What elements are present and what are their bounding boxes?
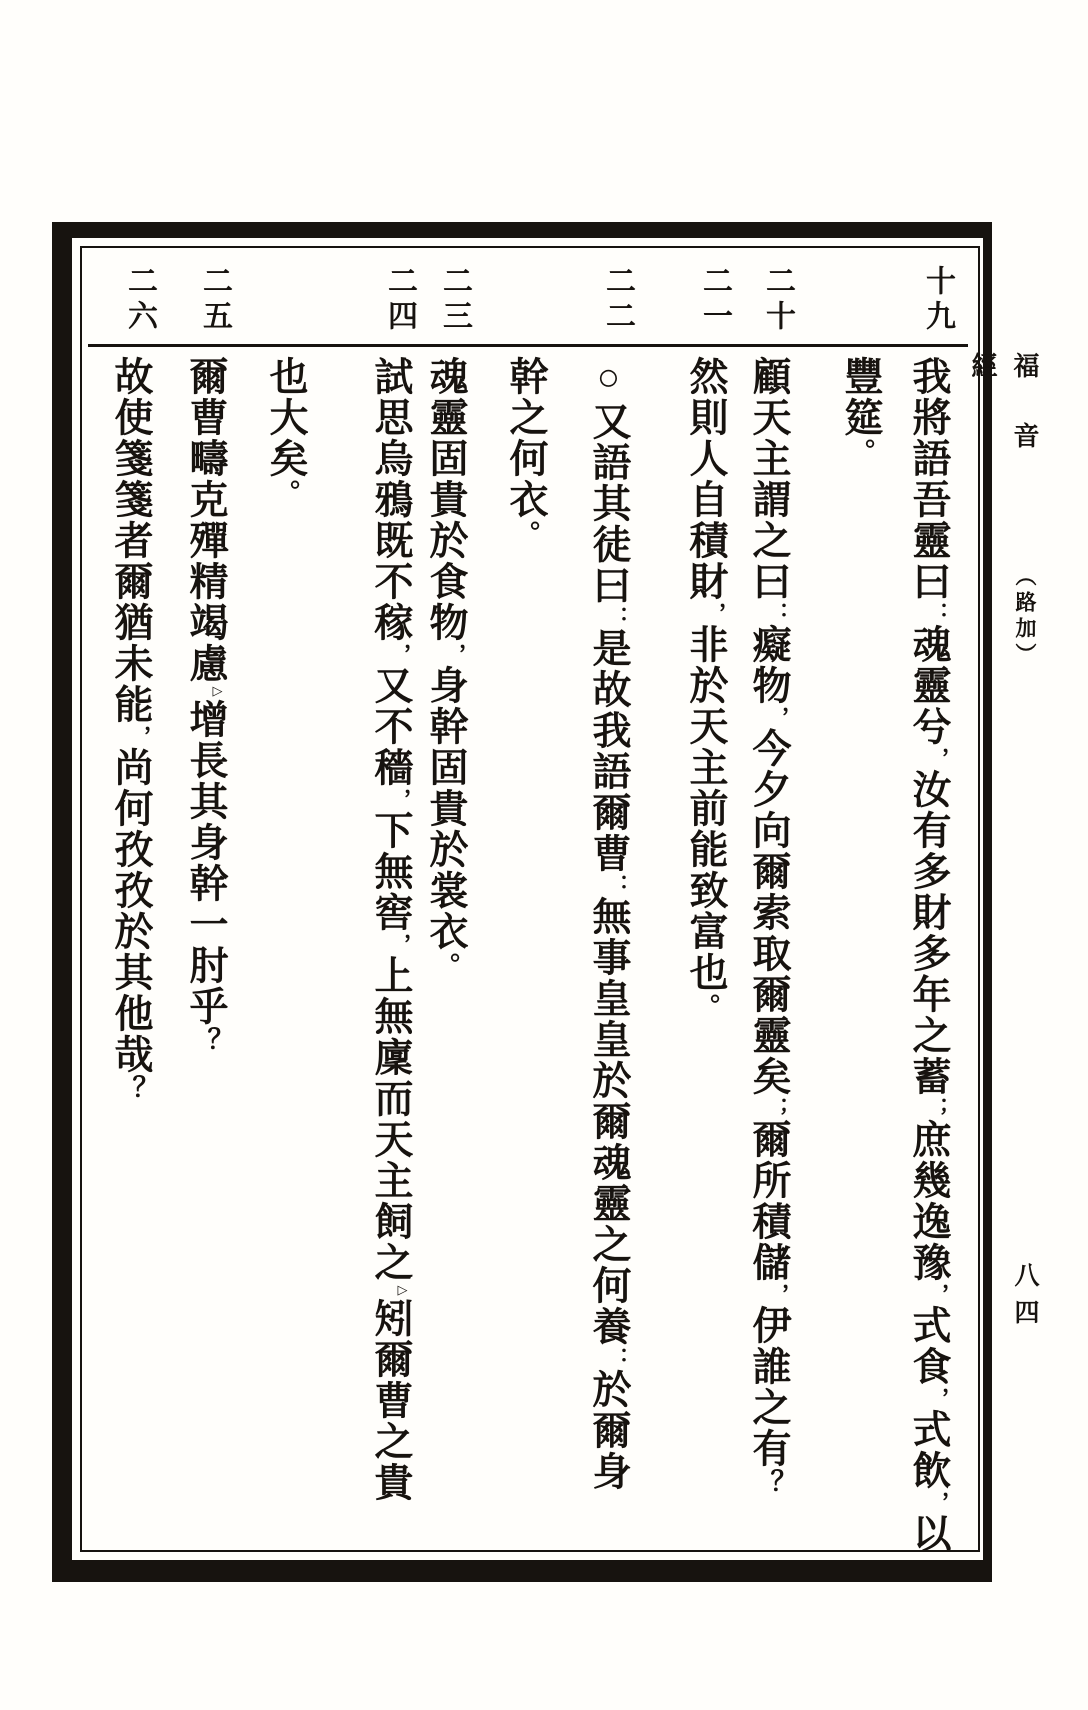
punctuation-mark: ， xyxy=(442,643,467,665)
verse-number: 二一 xyxy=(698,265,731,335)
text-column: ○又語其徒曰：是故我語爾曹：無事皇皇於爾魂靈之何養：於爾身 xyxy=(583,356,633,1571)
book-subtitle: （路加） xyxy=(1013,565,1037,669)
punctuation-mark: ？ xyxy=(190,1027,220,1054)
punctuation-mark: ？ xyxy=(115,1075,145,1102)
punctuation-mark: ： xyxy=(925,602,950,624)
punctuation-mark: ， xyxy=(702,602,727,624)
punctuation-mark: ， xyxy=(925,1283,950,1305)
punctuation-mark: ， xyxy=(765,706,790,728)
verse-number: 二四 xyxy=(383,265,416,335)
punctuation-mark: ： xyxy=(605,1347,630,1369)
text-column: 魂靈固貴於食物，身幹固貴於裳衣。 xyxy=(420,356,470,1571)
verse-number: 二十 xyxy=(761,265,794,335)
punctuation-mark: 。 xyxy=(845,438,875,465)
verse-number: 二二 xyxy=(601,265,634,335)
text-column: 幹之何衣。 xyxy=(504,356,547,547)
punctuation-mark: ， xyxy=(387,933,412,955)
punctuation-mark: ： xyxy=(605,606,630,628)
punctuation-mark: 。 xyxy=(690,993,720,1020)
punctuation-mark: ， xyxy=(925,747,950,769)
text-column: 我將語吾靈曰：魂靈兮，汝有多財多年之蓄；庶幾逸豫，式食，式飲，以 xyxy=(903,356,953,1571)
text-column: 顧天主謂之曰：癡物，今夕向爾索取爾靈矣；爾所積儲，伊誰之有？ xyxy=(743,356,793,1571)
verse-number: 二六 xyxy=(123,265,156,335)
page-number: 八四 xyxy=(1011,1262,1038,1336)
punctuation-mark: ， xyxy=(387,788,412,810)
punctuation-mark: ， xyxy=(765,1283,790,1305)
book-title: 福音經 xyxy=(968,352,1039,492)
text-column: 試思烏鴉既不稼，又不穡，下無窖，上無廩而天主飼之▷矧爾曹之貴 xyxy=(365,356,415,1571)
punctuation-mark: ； xyxy=(925,1097,950,1119)
text-column: 豐筵。 xyxy=(839,356,882,465)
text-column: 故使箋箋者爾猶未能，尚何孜孜於其他哉？ xyxy=(105,356,155,1571)
annotation-triangle-icon: ▷ xyxy=(211,684,226,699)
punctuation-mark: ： xyxy=(605,874,630,896)
punctuation-mark: 。 xyxy=(270,479,300,506)
punctuation-mark: ？ xyxy=(753,1469,783,1496)
punctuation-mark: 。 xyxy=(510,520,540,547)
verse-number: 二三 xyxy=(438,265,471,335)
punctuation-mark: ： xyxy=(765,602,790,624)
text-column: 爾曹疇克殫精竭慮▷增長其身幹一肘乎？ xyxy=(180,356,230,1571)
punctuation-mark: ， xyxy=(387,643,412,665)
verse-number: 十九 xyxy=(921,265,954,335)
verse-number: 二五 xyxy=(198,265,231,335)
text-column: 然則人自積財，非於天主前能致富也。 xyxy=(680,356,730,1571)
punctuation-mark: ， xyxy=(127,725,152,747)
punctuation-mark: 。 xyxy=(430,952,460,979)
punctuation-mark: ； xyxy=(765,1097,790,1119)
text-column: 也大矣。 xyxy=(264,356,307,506)
annotation-triangle-icon: ▷ xyxy=(396,1283,411,1298)
punctuation-mark: ， xyxy=(925,1387,950,1409)
punctuation-mark: ， xyxy=(925,1491,950,1513)
